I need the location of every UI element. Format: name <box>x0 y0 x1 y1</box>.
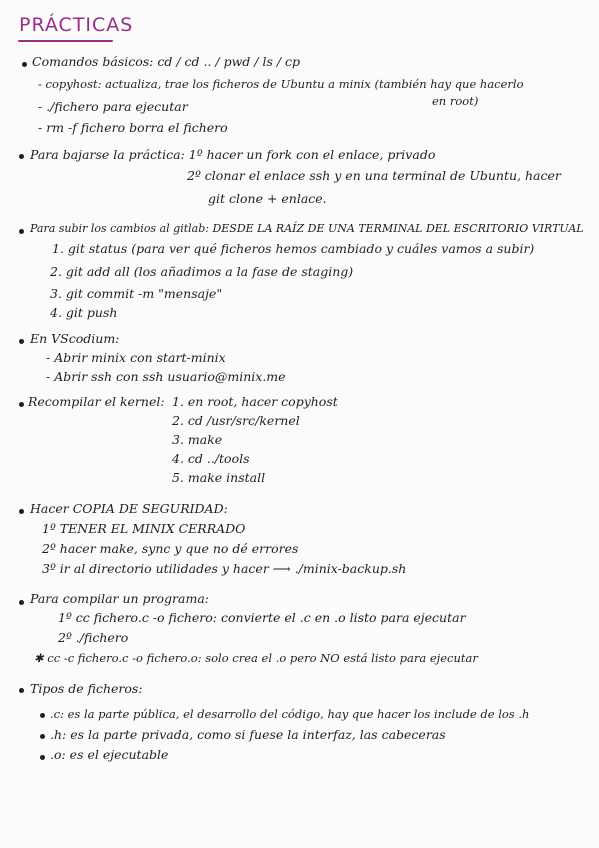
bullet-icon <box>19 402 24 407</box>
subir-step-2: 2. git add all (los añadimos a la fase de staging) <box>50 264 354 279</box>
subir-heading: Para subir los cambios al gitlab: DESDE LA RAÍZ DE UNA TERMINAL DEL ESCRITORIO VIRTUAL <box>30 222 584 235</box>
vscode-line-2: - Abrir ssh con ssh usuario@minix.me <box>46 369 286 384</box>
bullet-icon <box>40 734 45 739</box>
comandos-heading: Comandos básicos: cd / cd .. / pwd / ls / cp <box>32 54 301 69</box>
kernel-step-4: 4. cd ../tools <box>172 451 250 466</box>
bullet-icon <box>40 713 45 718</box>
kernel-heading: Recompilar el kernel: <box>28 394 165 409</box>
bullet-icon <box>19 688 24 693</box>
kernel-step-5: 5. make install <box>172 470 266 485</box>
copia-step-3: 3º ir al directorio utilidades y hacer ⟶ ./minix-backup.sh <box>42 561 407 576</box>
bullet-icon <box>19 509 24 514</box>
vscode-heading: En VScodium: <box>30 331 120 346</box>
bajar-heading: Para bajarse la práctica: 1º hacer un fork con el enlace, privado <box>30 147 436 162</box>
kernel-step-2: 2. cd /usr/src/kernel <box>172 413 300 428</box>
tipos-item-o: .o: es el ejecutable <box>50 747 169 762</box>
copia-heading: Hacer COPIA DE SEGURIDAD: <box>30 501 228 516</box>
bullet-icon <box>19 600 24 605</box>
subir-step-1: 1. git status (para ver qué ficheros hemos cambiado y cuáles vamos a subir) <box>52 241 535 256</box>
tipos-item-h: .h: es la parte privada, como si fuese la interfaz, las cabeceras <box>50 727 446 742</box>
compilar-note: ✱ cc -c fichero.c -o fichero.o: solo crea el .o pero NO está listo para ejecutar <box>34 651 478 665</box>
tipos-heading: Tipos de ficheros: <box>30 681 143 696</box>
bullet-icon <box>22 62 27 67</box>
vscode-line-1: - Abrir minix con start-minix <box>46 350 226 365</box>
compilar-step-2: 2º ./fichero <box>58 630 129 645</box>
title-underline <box>18 40 113 42</box>
compilar-heading: Para compilar un programa: <box>30 591 210 606</box>
copia-step-2: 2º hacer make, sync y que no dé errores <box>42 541 299 556</box>
comandos-line-ejecutar: - ./fichero para ejecutar <box>38 99 188 114</box>
subir-step-4: 4. git push <box>50 305 118 320</box>
bullet-icon <box>19 339 24 344</box>
copia-step-1: 1º TENER EL MINIX CERRADO <box>42 521 246 536</box>
tipos-item-c: .c: es la parte pública, el desarrollo del código, hay que hacer los include de los .h <box>50 707 530 721</box>
page-title: PRÁCTICAS <box>19 14 134 36</box>
bullet-icon <box>40 755 45 760</box>
bajar-line-2: 2º clonar el enlace ssh y en una terminal de Ubuntu, hacer <box>187 168 561 183</box>
comandos-line-copyhost-cont: en root) <box>432 94 479 108</box>
bullet-icon <box>19 154 24 159</box>
bajar-line-3: git clone + enlace. <box>208 191 327 206</box>
kernel-step-3: 3. make <box>172 432 223 447</box>
compilar-step-1: 1º cc fichero.c -o fichero: convierte el .c en .o listo para ejecutar <box>58 610 466 625</box>
comandos-line-copyhost: - copyhost: actualiza, trae los ficheros de Ubuntu a minix (también hay que hacerlo <box>38 77 524 91</box>
kernel-step-1: 1. en root, hacer copyhost <box>172 394 338 409</box>
bullet-icon <box>19 229 24 234</box>
comandos-line-rm: - rm -f fichero borra el fichero <box>38 120 228 135</box>
subir-step-3: 3. git commit -m "mensaje" <box>50 286 223 301</box>
